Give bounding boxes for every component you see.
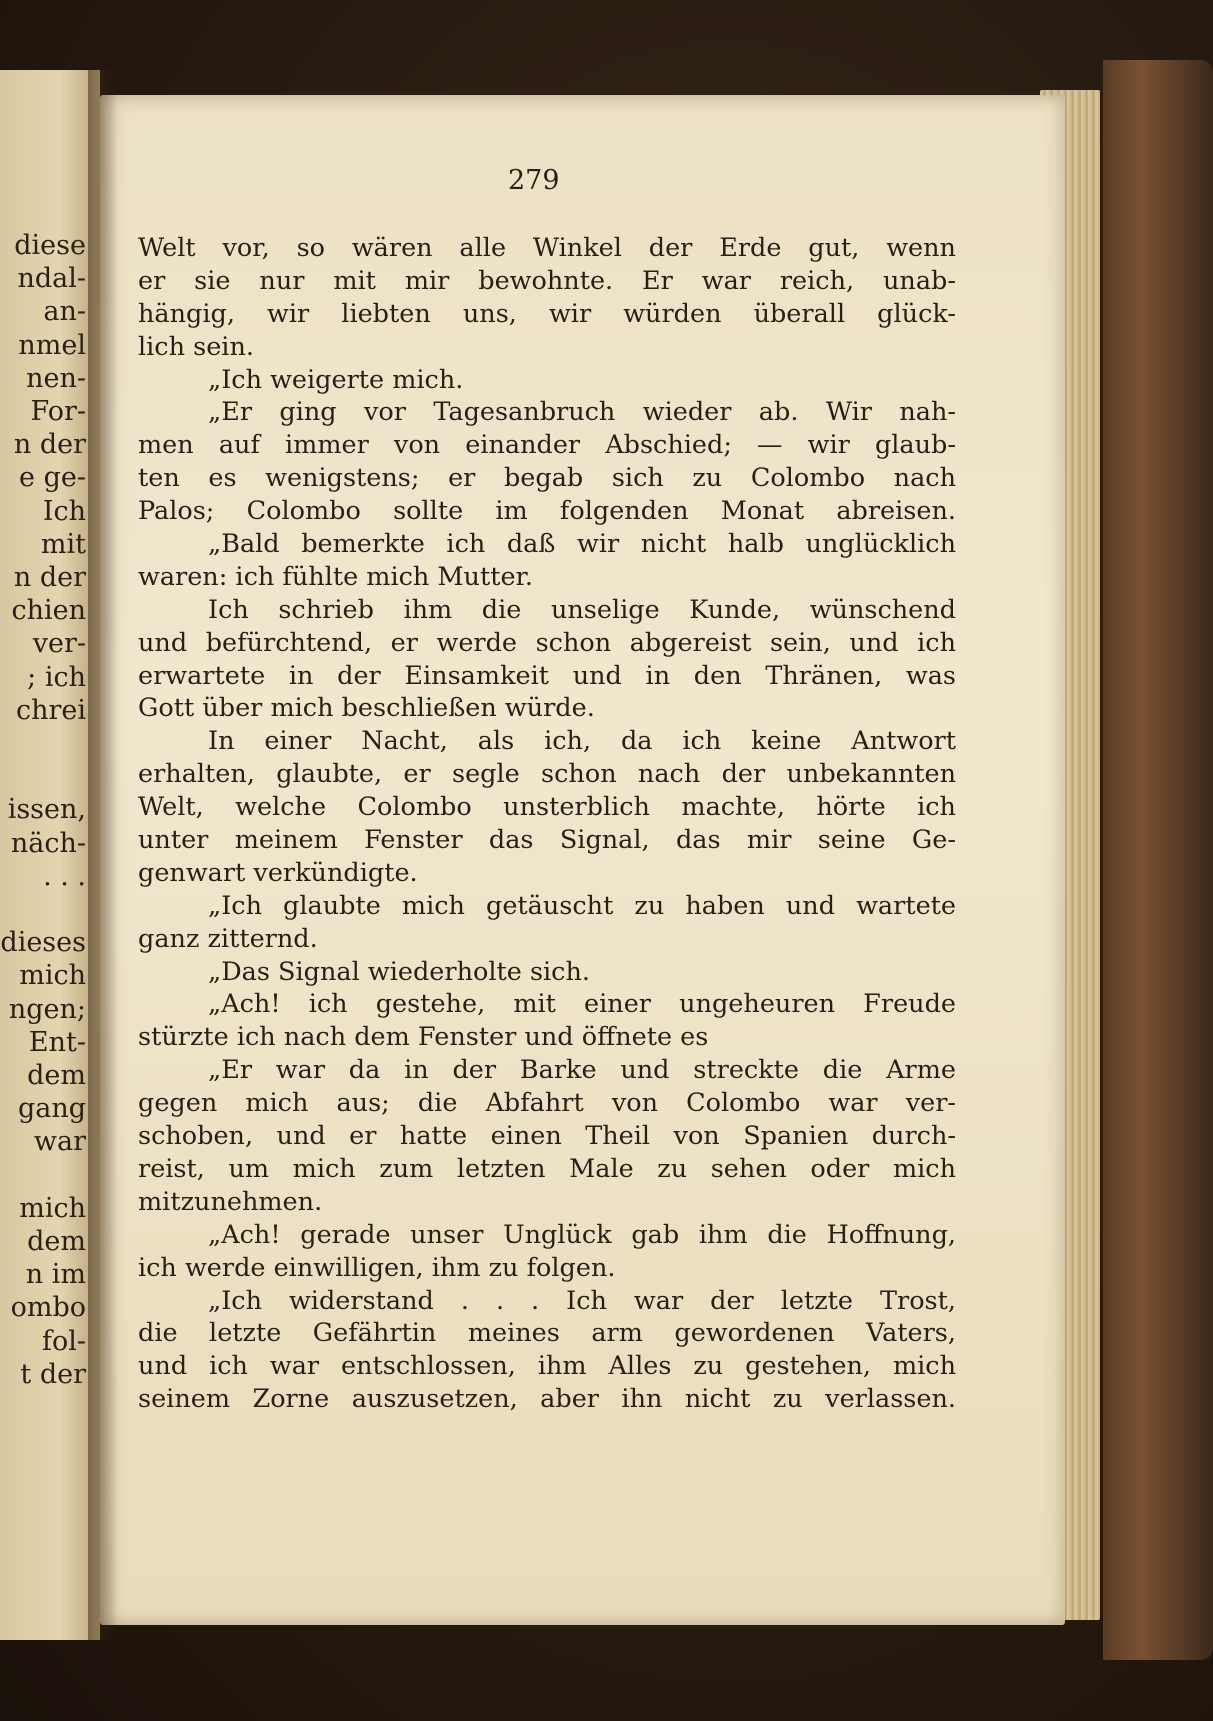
cover-edge	[1103, 60, 1213, 1660]
text-line: Ich schrieb ihm die unselige Kunde, wünschend	[208, 594, 956, 625]
facing-page-fragment: issen,	[7, 794, 86, 826]
text-line: lich sein.	[138, 331, 254, 362]
text-line: ten es wenigstens; er begab sich zu Colombo nach	[138, 463, 956, 494]
text-line: „Ich widerstand . . . Ich war der letzte Trost,	[208, 1285, 956, 1316]
facing-page-fragment: e ge-	[19, 462, 86, 494]
text-line: Gott über mich beschließen würde.	[138, 693, 595, 724]
text-line: Welt, welche Colombo unsterblich machte, hörte ich	[138, 792, 956, 823]
text-line: Palos; Colombo sollte im folgenden Monat abreisen.	[138, 496, 956, 527]
facing-page-fragment: Ent-	[28, 1026, 86, 1058]
facing-page-fragment: t der	[20, 1358, 86, 1390]
page-text	[138, 232, 956, 1416]
facing-page-fragment: n im	[25, 1259, 86, 1291]
facing-page-fragment: ngen;	[8, 993, 86, 1025]
facing-page-fragment: For-	[30, 396, 86, 427]
facing-page-fragment: ombo	[10, 1292, 86, 1324]
text-line: und befürchtend, er werde schon abgereist sein, und ich	[138, 627, 956, 658]
text-line: „Ach! ich gestehe, mit einer ungeheuren Freude	[208, 989, 956, 1020]
facing-page-fragment: dieses	[0, 927, 86, 959]
facing-page-fragment: an-	[43, 296, 86, 328]
text-line: erwartete in der Einsamkeit und in den Thränen, was	[138, 660, 956, 691]
text-line: schoben, und er hatte einen Theil von Spanien durch-	[138, 1121, 956, 1152]
book-gutter	[88, 70, 118, 1640]
text-line: waren: ich fühlte mich Mutter.	[138, 561, 534, 592]
facing-page-fragment: gang	[17, 1093, 86, 1125]
text-line: mitzunehmen.	[138, 1186, 323, 1217]
text-line: ich werde einwilligen, ihm zu folgen.	[138, 1252, 616, 1283]
facing-page-fragment: war	[33, 1126, 86, 1158]
text-line: seinem Zorne auszusetzen, aber ihn nicht zu verlassen.	[138, 1384, 956, 1415]
facing-page-fragment: dem	[27, 1226, 86, 1257]
text-line: genwart verkündigte.	[138, 857, 418, 888]
text-line: ganz zitternd.	[138, 923, 318, 954]
text-line: „Bald bemerkte ich daß wir nicht halb unglücklich	[208, 529, 956, 560]
facing-page-fragment: ; ich	[27, 661, 86, 693]
facing-page-fragment: mich	[19, 960, 86, 992]
facing-page-fragment: näch-	[10, 827, 86, 859]
facing-page	[0, 70, 100, 1640]
facing-page-fragment: ndal-	[17, 263, 86, 295]
text-line: „Ich weigerte mich.	[208, 364, 464, 395]
facing-page-fragment: n der	[13, 429, 86, 461]
text-line: hängig, wir liebten uns, wir würden überall glück-	[138, 298, 956, 329]
text-line: er sie nur mit mir bewohnte. Er war reich, unab-	[138, 265, 956, 296]
facing-page-fragment: chien	[11, 595, 86, 627]
facing-page-fragment: ver-	[32, 628, 86, 660]
text-line: „Er ging vor Tagesanbruch wieder ab. Wir nah-	[208, 397, 956, 428]
facing-page-fragment: nen-	[26, 362, 86, 394]
text-line: „Das Signal wiederholte sich.	[208, 956, 590, 987]
text-line: und ich war entschlossen, ihm Alles zu gestehen, mich	[138, 1351, 956, 1382]
facing-page-fragment: . . .	[43, 860, 86, 892]
facing-page-fragment: diese	[14, 230, 86, 261]
text-line: „Er war da in der Barke und streckte die Arme	[208, 1055, 956, 1086]
text-line: erhalten, glaubte, er segle schon nach der unbekannten	[138, 759, 956, 790]
facing-page-fragment: mit	[40, 528, 86, 560]
text-line: reist, um mich zum letzten Male zu sehen oder mich	[138, 1153, 956, 1184]
text-line: Welt vor, so wären alle Winkel der Erde gut, wenn	[138, 233, 956, 263]
text-line: stürzte ich nach dem Fenster und öffnete es	[138, 1022, 709, 1053]
facing-page-fragment: n der	[13, 562, 86, 593]
text-line: „Ich glaubte mich getäuscht zu haben und wartete	[208, 890, 956, 921]
facing-page-fragment: fol-	[41, 1325, 86, 1357]
facing-page-fragment: nmel	[18, 329, 86, 361]
page-number: 279	[508, 165, 560, 196]
text-line: unter meinem Fenster das Signal, das mir seine Ge-	[138, 825, 956, 856]
facing-page-fragment: Ich	[42, 495, 86, 527]
text-line: die letzte Gefährtin meines arm gewordenen Vaters,	[138, 1318, 956, 1349]
text-line: „Ach! gerade unser Unglück gab ihm die Hoffnung,	[208, 1219, 956, 1250]
text-line: gegen mich aus; die Abfahrt von Colombo war ver-	[138, 1088, 956, 1119]
text-line: In einer Nacht, als ich, da ich keine Antwort	[208, 726, 956, 757]
facing-page-fragment: dem	[27, 1060, 86, 1091]
facing-page-fragment: mich	[19, 1192, 86, 1224]
text-line: men auf immer von einander Abschied; — wir glaub-	[138, 430, 956, 461]
facing-page-fragment: chrei	[15, 694, 86, 726]
